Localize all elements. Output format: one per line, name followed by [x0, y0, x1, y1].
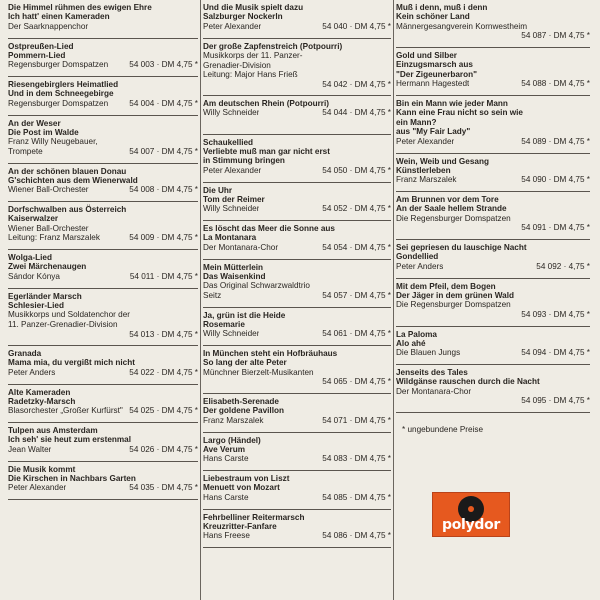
entry-artist: Die Blauen Jungs	[396, 348, 461, 358]
entry-row	[396, 79, 590, 89]
entry-row	[203, 22, 391, 32]
entry-artist: Seitz	[203, 290, 222, 300]
entry-catalog-price: 54 089 · DM 4,75 *	[521, 136, 590, 146]
entry-row	[8, 368, 198, 378]
entry-artist: Hermann Hagestedt	[396, 79, 470, 89]
entry-catalog-price: 54 088 · DM 4,75 *	[521, 79, 590, 89]
entry-title: La Paloma Alo ahé	[396, 329, 437, 348]
entry-artist: Blasorchester „Großer Kurfürst"	[8, 406, 123, 416]
entry-catalog-price: 54 040 · DM 4,75 *	[322, 21, 391, 31]
entry-catalog-price: 54 065 · DM 4,75 *	[322, 377, 391, 387]
entry-artist-line: Der Montanara-Chor	[396, 386, 472, 396]
entry-artist: Regensburger Domspatzen	[8, 98, 109, 108]
catalog-entry	[396, 154, 590, 193]
entry-title: Am Brunnen vor dem Tore An der Saale hellem Strande	[396, 195, 507, 214]
entry-artist: Hans Freese	[203, 531, 250, 541]
entry-catalog-price: 54 011 · DM 4,75 *	[129, 271, 198, 281]
entry-title: Bin ein Mann wie jeder Mann Kann eine Frau nicht so sein wie ein Mann? aus "My Fair Lady"	[396, 99, 523, 137]
entry-catalog-price: 54 091 · DM 4,75 *	[521, 223, 590, 233]
entry-catalog-price: 54 095 · DM 4,75 *	[521, 396, 590, 406]
catalog-entry	[8, 346, 198, 385]
entry-title: Die Uhr Tom der Reimer	[203, 185, 265, 204]
entry-title: Der große Zapfenstreich (Potpourri)	[203, 41, 343, 51]
entry-title: Schaukellied Verliebte muß man gar nicht erst in Stimmung bringen	[203, 137, 330, 166]
entry-artist: Willy Schneider	[203, 108, 260, 118]
catalog-entry	[203, 308, 391, 347]
entry-catalog-price: 54 044 · DM 4,75 *	[322, 108, 391, 118]
entry-row	[203, 243, 391, 253]
entry-title: In München steht ein Hofbräuhaus So lang der alte Peter	[203, 349, 338, 368]
entry-row	[203, 377, 391, 387]
entry-artist-line: Grenadier-Division	[203, 60, 271, 70]
entry-title: Die Himmel rühmen des ewigen Ehre Ich hatt' einen Kameraden	[8, 3, 152, 22]
entry-artist-line: Das Original Schwarzwaldtrio	[203, 281, 310, 291]
catalog-entry	[396, 240, 590, 279]
entry-catalog-price: 54 057 · DM 4,75 *	[322, 290, 391, 300]
entry-catalog-price: 54 083 · DM 4,75 *	[322, 454, 391, 464]
catalog-entry	[8, 77, 198, 116]
entry-catalog-price: 54 025 · DM 4,75 *	[129, 406, 198, 416]
entry-title: Ja, grün ist die Heide Rosemarie	[203, 310, 286, 329]
entry-artist-line: Franz Willy Neugebauer,	[8, 137, 98, 147]
entry-title: Am deutschen Rhein (Potpourri)	[203, 99, 329, 108]
logo-text: polydor	[441, 517, 500, 533]
entry-artist: Franz Marszalek	[396, 175, 457, 185]
entry-catalog-price: 54 007 · DM 4,75 *	[129, 146, 198, 156]
catalog-entry	[8, 202, 198, 250]
entry-catalog-price: 54 035 · DM 4,75 *	[129, 483, 198, 493]
entry-catalog-price: 54 085 · DM 4,75 *	[322, 492, 391, 502]
entry-row	[396, 137, 590, 147]
entry-title: Die Musik kommt Die Kirschen in Nachbars Garten	[8, 464, 136, 483]
catalog-entry	[203, 96, 391, 135]
entry-title: Riesengebirglers Heimatlied Und in dem Schneegebirge	[8, 80, 119, 99]
entry-catalog-price: 54 054 · DM 4,75 *	[322, 242, 391, 252]
catalog-entry	[8, 39, 198, 78]
catalog-column-1	[8, 0, 198, 500]
entry-title: Mit dem Pfeil, dem Bogen Der Jäger in dem grünen Wald	[396, 281, 514, 300]
catalog-entry	[8, 0, 198, 39]
entry-title: Dorfschwalben aus Österreich Kaiserwalzer	[8, 205, 127, 224]
entry-title: Gold und Silber Einzugsmarsch aus "Der Zigeunerbaron"	[396, 51, 478, 79]
entry-catalog-price: 54 013 · DM 4,75 *	[129, 329, 198, 339]
entry-title: Sei gepriesen du lauschige Nacht Gondellied	[396, 243, 527, 262]
entry-artist: Trompete	[8, 146, 43, 156]
catalog-entry	[203, 183, 391, 222]
entry-row	[203, 166, 391, 176]
catalog-entry	[396, 96, 590, 154]
entry-catalog-price: 54 090 · DM 4,75 *	[521, 175, 590, 185]
entry-artist: Sándor Kónya	[8, 271, 60, 281]
entry-row	[396, 175, 590, 185]
entry-artist: Hans Carste	[203, 492, 249, 502]
entry-row	[8, 147, 198, 157]
entry-artist: Jean Walter	[8, 444, 52, 454]
entry-title: Granada Mama mia, du vergißt mich nicht	[8, 349, 135, 368]
entry-artist: Der Montanara-Chor	[203, 242, 279, 252]
entry-row	[8, 233, 198, 243]
entry-catalog-price: 54 092 · 4,75 *	[536, 261, 590, 271]
catalog-entry	[203, 221, 391, 260]
catalog-entry	[203, 135, 391, 183]
entry-artist-line: Männergesangverein Kornwestheim	[396, 21, 528, 31]
entry-row	[8, 445, 198, 455]
catalog-entry	[8, 462, 198, 501]
entry-title: Jenseits des Tales Wildgänse rauschen durch die Nacht	[396, 368, 540, 387]
catalog-entry	[8, 116, 198, 164]
entry-artist-line: Münchner Bierzelt-Musikanten	[203, 367, 314, 377]
entry-artist: Peter Alexander	[203, 21, 262, 31]
entry-catalog-price: 54 086 · DM 4,75 *	[322, 531, 391, 541]
entry-artist: Willy Schneider	[203, 204, 260, 214]
entry-artist: Der Saarknappenchor	[8, 21, 89, 31]
catalog-entry	[203, 260, 391, 308]
price-footnote: * ungebundene Preise	[402, 425, 484, 434]
entry-artist-line: Die Regensburger Domspatzen	[396, 213, 511, 223]
entry-title: Alte Kameraden Radetzky-Marsch	[8, 387, 76, 406]
entry-artist: Peter Alexander	[396, 136, 455, 146]
entry-row	[396, 348, 590, 358]
catalog-entry	[203, 0, 391, 39]
catalog-entry	[8, 250, 198, 289]
entry-artist-line: Die Regensburger Domspatzen	[396, 300, 511, 310]
catalog-entry	[203, 433, 391, 472]
entry-artist: Peter Anders	[8, 367, 56, 377]
entry-title: Tulpen aus Amsterdam Ich seh' sie heut zum erstenmal	[8, 426, 131, 445]
catalog-column-2	[203, 0, 391, 548]
entry-row	[8, 99, 198, 109]
entry-row	[8, 330, 198, 340]
catalog-entry	[203, 346, 391, 394]
entry-row	[8, 185, 198, 195]
entry-artist: Regensburger Domspatzen	[8, 60, 109, 70]
entry-title: Mein Mütterlein Das Waisenkind	[203, 262, 266, 281]
entry-artist-line: 11. Panzer-Grenadier-Division	[8, 319, 118, 329]
catalog-entry	[396, 0, 590, 48]
column-divider	[200, 0, 201, 600]
catalog-entry	[396, 365, 590, 413]
entry-artist: Franz Marszalek	[203, 415, 264, 425]
catalog-entry	[203, 510, 391, 549]
entry-title: Egerländer Marsch Schlesier-Lied	[8, 291, 82, 310]
entry-row	[8, 60, 198, 70]
entry-catalog-price: 54 071 · DM 4,75 *	[322, 415, 391, 425]
entry-artist-line: Musikkorps der 11. Panzer-	[203, 50, 303, 60]
entry-row	[203, 329, 391, 339]
entry-row	[396, 310, 590, 320]
entry-catalog-price: 54 087 · DM 4,75 *	[521, 31, 590, 41]
entry-title: Ostpreußen-Lied Pommern-Lied	[8, 41, 74, 60]
entry-title: Wolga-Lied Zwei Märchenaugen	[8, 253, 87, 272]
entry-catalog-price: 54 009 · DM 4,75 *	[129, 233, 198, 243]
entry-artist: Peter Alexander	[203, 165, 262, 175]
entry-row	[203, 291, 391, 301]
entry-catalog-price: 54 094 · DM 4,75 *	[521, 348, 590, 358]
entry-artist: Hans Carste	[203, 454, 249, 464]
catalog-entry	[8, 385, 198, 424]
entry-row	[396, 31, 590, 41]
catalog-entry	[8, 289, 198, 347]
catalog-column-3	[396, 0, 590, 434]
entry-catalog-price: 54 061 · DM 4,75 *	[322, 329, 391, 339]
entry-row	[396, 396, 590, 406]
entry-title: Es löscht das Meer die Sonne aus La Montanara	[203, 224, 335, 243]
catalog-entry	[203, 471, 391, 510]
entry-title: Fehrbelliner Reitermarsch Kreuzritter-Fanfare	[203, 512, 305, 531]
entry-title: Liebestraum von Liszt Menuett von Mozart	[203, 474, 290, 493]
entry-title: Und die Musik spielt dazu Salzburger Nockerln	[203, 3, 304, 22]
entry-catalog-price: 54 008 · DM 4,75 *	[129, 185, 198, 195]
entry-artist: Peter Anders	[396, 261, 444, 271]
entry-title: Muß i denn, muß i denn Kein schöner Land	[396, 3, 488, 22]
entry-artist: Willy Schneider	[203, 329, 260, 339]
entry-artist-line: Musikkorps und Soldatenchor der	[8, 310, 130, 320]
entry-artist: Leitung: Franz Marszalek	[8, 233, 100, 243]
catalog-entry	[203, 394, 391, 433]
entry-row	[203, 454, 391, 464]
entry-row	[8, 22, 198, 32]
entry-artist-line: Leitung: Major Hans Frieß	[203, 70, 298, 80]
entry-row	[8, 272, 198, 282]
entry-catalog-price: 54 050 · DM 4,75 *	[322, 165, 391, 175]
entry-catalog-price: 54 003 · DM 4,75 *	[129, 60, 198, 70]
catalog-entry	[8, 164, 198, 203]
entry-row	[203, 108, 391, 118]
entry-row	[203, 493, 391, 503]
entry-row	[203, 531, 391, 541]
catalog-entry	[8, 423, 198, 462]
catalog-entry	[203, 39, 391, 97]
entry-title: Largo (Händel) Ave Verum	[203, 435, 261, 454]
entry-row	[8, 406, 198, 416]
catalog-entry	[396, 192, 590, 240]
entry-title: Wein, Weib und Gesang Künstlerleben	[396, 156, 489, 175]
entry-catalog-price: 54 026 · DM 4,75 *	[129, 444, 198, 454]
entry-catalog-price: 54 004 · DM 4,75 *	[129, 98, 198, 108]
entry-artist: Wiener Ball-Orchester	[8, 185, 89, 195]
catalog-entry	[396, 279, 590, 327]
entry-title: An der schönen blauen Donau G'schichten aus dem Wienerwald	[8, 166, 138, 185]
catalog-entry	[396, 327, 590, 366]
catalog-entry	[396, 48, 590, 96]
column-divider	[393, 0, 394, 600]
entry-row	[203, 416, 391, 426]
entry-artist: Peter Alexander	[8, 483, 67, 493]
entry-catalog-price: 54 052 · DM 4,75 *	[322, 204, 391, 214]
entry-row	[203, 80, 391, 90]
entry-row	[203, 204, 391, 214]
entry-catalog-price: 54 022 · DM 4,75 *	[129, 367, 198, 377]
entry-catalog-price: 54 042 · DM 4,75 *	[322, 79, 391, 89]
entry-row	[396, 262, 590, 272]
entry-artist-line: Wiener Ball-Orchester	[8, 223, 89, 233]
entry-row	[396, 223, 590, 233]
entry-title: An der Weser Die Post im Walde	[8, 118, 79, 137]
entry-catalog-price: 54 093 · DM 4,75 *	[521, 309, 590, 319]
entry-row	[8, 483, 198, 493]
polydor-logo	[432, 492, 510, 537]
entry-title: Elisabeth-Serenade Der goldene Pavillon	[203, 397, 284, 416]
